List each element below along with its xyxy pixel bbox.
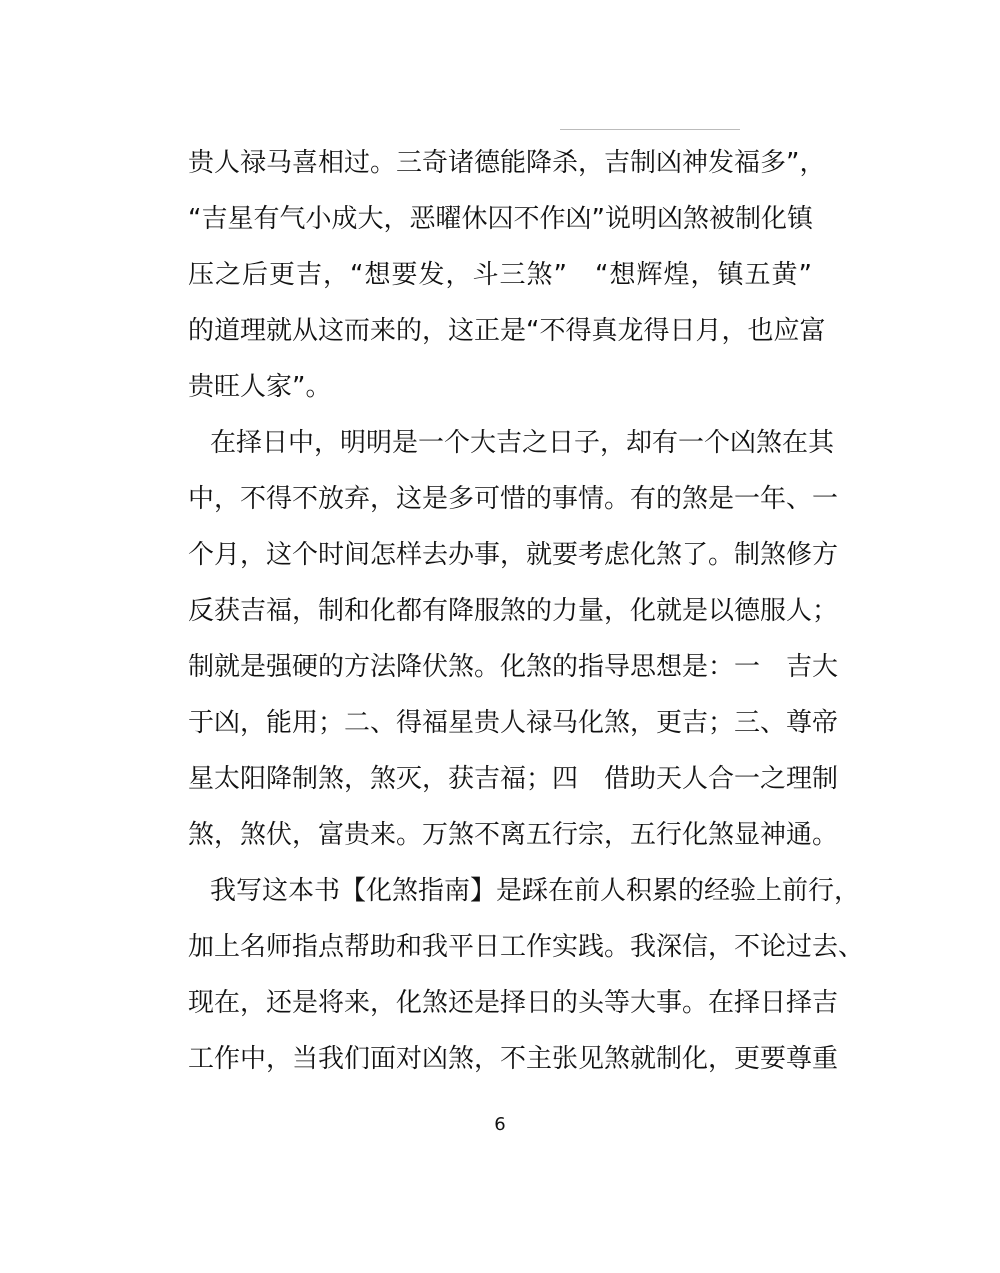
- text-line: 的道理就从这而来的，这正是“不得真龙得日月，也应富: [188, 316, 826, 346]
- text-line: 压之后更吉，“想要发，斗三煞” “想辉煌，镇五黄”: [188, 260, 812, 290]
- text-line: “吉星有气小成大，恶曜休囚不作凶”说明凶煞被制化镇: [188, 204, 813, 234]
- body-text: [188, 135, 865, 1087]
- text-line: 贵人禄马喜相过。三奇诸德能降杀，吉制凶神发福多”，: [188, 148, 826, 178]
- text-line: 贵旺人家”。: [188, 372, 332, 402]
- paragraph-start-line: 在择日中，明明是一个大吉之日子，却有一个凶煞在其: [210, 428, 835, 458]
- text-line: 制就是强硬的方法降伏煞。化煞的指导思想是：一 吉大: [188, 652, 839, 682]
- text-line: 中，不得不放弃，这是多可惜的事情。有的煞是一年、一: [188, 484, 839, 514]
- page-number: 6: [494, 1114, 506, 1135]
- text-line: 加上名师指点帮助和我平日工作实践。我深信，不论过去、: [188, 932, 865, 962]
- text-line: 现在，还是将来，化煞还是择日的头等大事。在择日择吉: [188, 988, 839, 1018]
- top-rule: [560, 129, 740, 130]
- text-line: 煞，煞伏，富贵来。万煞不离五行宗，五行化煞显神通。: [188, 820, 839, 850]
- paragraph-start-line: 我写这本书【化煞指南】是踩在前人积累的经验上前行，: [210, 876, 861, 906]
- text-line: 星太阳降制煞，煞灭，获吉福；四 借助天人合一之理制: [188, 764, 839, 794]
- text-line: 于凶，能用；二、得福星贵人禄马化煞，更吉；三、尊帝: [188, 708, 839, 738]
- text-line: 个月，这个时间怎样去办事，就要考虑化煞了。制煞修方: [188, 540, 839, 570]
- text-line: 反获吉福，制和化都有降服煞的力量，化就是以德服人；: [188, 596, 839, 626]
- text-line: 工作中，当我们面对凶煞，不主张见煞就制化，更要尊重: [188, 1044, 839, 1074]
